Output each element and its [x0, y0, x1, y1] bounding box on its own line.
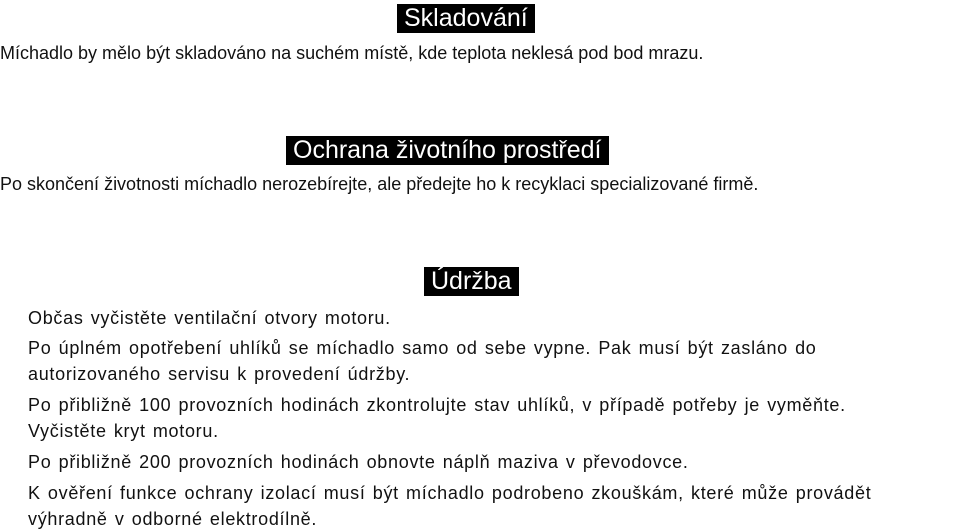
storage-heading: Skladování	[397, 4, 535, 33]
maintenance-line-insulation-test-cont: výhradně v odborné elektrodílně.	[28, 509, 318, 529]
environment-paragraph: Po skončení životnosti míchadlo nerozebírejte, ale předejte ho k recyklaci specializované firmě.	[0, 174, 759, 194]
maintenance-line-brushes-cont: autorizovaného servisu k provedení údržby.	[28, 364, 411, 384]
maintenance-line-100-hours: Po přibližně 100 provozních hodinách zkontrolujte stav uhlíků, v případě potřeby je vyměňte.	[28, 395, 846, 415]
maintenance-line-brushes: Po úplném opotřebení uhlíků se míchadlo samo od sebe vypne. Pak musí být zasláno do	[28, 338, 817, 358]
maintenance-heading: Údržba	[424, 267, 519, 296]
maintenance-line-insulation-test: K ověření funkce ochrany izolací musí být míchadlo podrobeno zkouškám, které může provádět	[28, 483, 872, 503]
maintenance-line-clean-cover: Vyčistěte kryt motoru.	[28, 421, 219, 441]
maintenance-line-200-hours: Po přibližně 200 provozních hodinách obnovte náplň maziva v převodovce.	[28, 452, 689, 472]
maintenance-line-vents: Občas vyčistěte ventilační otvory motoru.	[28, 308, 391, 328]
environment-heading: Ochrana životního prostředí	[286, 136, 609, 165]
storage-paragraph: Míchadlo by mělo být skladováno na suchém místě, kde teplota neklesá pod bod mrazu.	[0, 43, 704, 63]
